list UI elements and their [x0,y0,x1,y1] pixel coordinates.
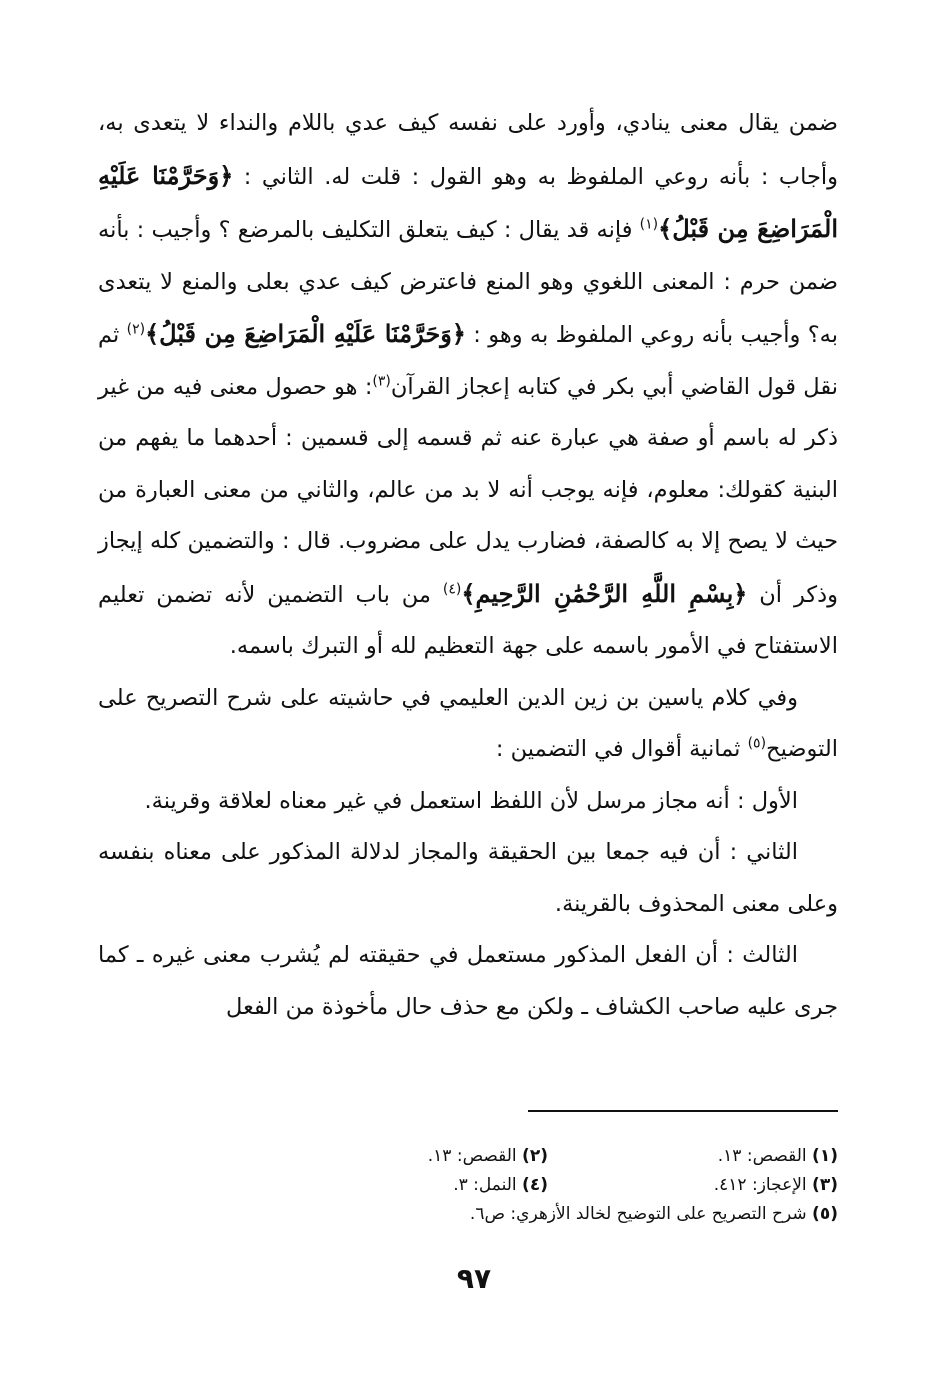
paragraph [98,98,838,673]
paragraph: الأول : أنه مجاز مرسل لأن اللفظ استعمل في غير معناه لعلاقة وقرينة. [144,787,798,814]
footnote-text: الإعجاز: ٤١٢. [713,1175,807,1195]
footnote [258,1142,548,1171]
footnote-text: شرح التصريح على التوضيح لخالد الأزهري: ص٦. [469,1204,807,1224]
footnote-row [98,1171,838,1200]
text-segment: ثم نقل قول القاضي أبي بكر في كتابه إعجاز القرآن [98,322,838,400]
main-text [98,98,838,1033]
footnote-text: القصص: ١٣. [717,1146,807,1166]
text-segment: ثمانية أقوال في التضمين : [495,736,748,762]
footnote [98,1200,838,1229]
paragraph: الثالث : أن الفعل المذكور مستعمل في حقيقته لم يُشرب معنى غيره ـ كما جرى عليه صاحب الكشاف ـ ولكن مع حذف حال مأخوذة من الفعل [98,942,838,1020]
footnote-text: النمل: ٣. [453,1175,517,1195]
footnote-ref: (٥) [747,735,767,752]
footnote-divider [528,1110,838,1112]
text-segment: : هو حصول معنى فيه من غير ذكر له باسم أو صفة هي عبارة عنه ثم قسمه إلى قسمين : أحدهما ما يفهم من البنية كقولك: معلوم، فإنه يوجب أنه لا بد من عالم، والثاني من معنى العبارة من حيث لا يصح إلا به كالصفة، فضارب يدل على مضروب. قال : والتضمين كله إيجاز وذكر أن [98,373,838,608]
footnote [258,1171,548,1200]
paragraph: الثاني : أن فيه جمعا بين الحقيقة والمجاز لدلالة المذكور على معناه بنفسه وعلى معنى المحذوف بالقرينة. [98,839,838,917]
page-number: ٩٧ [456,1262,492,1295]
quran-verse: ﴿بِسْمِ اللَّهِ الرَّحْمَٰنِ الرَّحِيمِ﴾ [461,578,748,608]
footnote-ref: (٣) [372,373,391,389]
footnote-number: (٥) [812,1204,838,1224]
paragraph [98,673,838,776]
footnote-number: (١) [812,1146,838,1166]
text-segment: فإنه قد يقال : كيف يتعلق التكليف بالمرضع ؟ وأجيب : بأنه ضمن حرم : المعنى اللغوي وهو المنع فاعترض كيف عدي بعلى والمنع لا يتعدى به؟ وأجيب بأنه روعي الملفوظ به وهو : [98,217,839,348]
footnote [548,1171,838,1200]
text-segment: من باب التضمين لأنه تضمن تعليم الاستفتاح في الأمور باسمه على جهة التعظيم لله أو التبرك باسمه. [98,581,838,659]
footnote-text: القصص: ١٣. [427,1146,517,1166]
quran-verse: ﴿وَحَرَّمْنَا عَلَيْهِ الْمَرَاضِعَ مِن قَبْلُ﴾ [145,319,466,348]
footnote-row [98,1142,838,1171]
footnote [548,1142,838,1171]
footnote-ref: (١) [639,216,659,233]
footnote-ref: (٤) [442,581,462,597]
footnote-ref: (٢) [126,321,146,338]
text-segment: ضمن يقال معنى ينادي، وأورد على نفسه كيف عدي باللام والنداء لا يتعدى به، وأجاب : بأنه روعي الملفوظ به وهو القول : قلت له. الثاني : [98,110,838,190]
footnote-number: (٢) [522,1146,548,1166]
text-segment: وفي كلام ياسين بن زين الدين العليمي في حاشيته على شرح التصريح على التوضيح [98,684,838,762]
footnote-number: (٤) [522,1175,548,1195]
footnote-number: (٣) [812,1175,838,1195]
quran-verse: ﴿وَحَرَّمْنَا عَلَيْهِ الْمَرَاضِعَ مِن قَبْلُ﴾ [98,160,838,243]
footnotes [98,1142,838,1229]
